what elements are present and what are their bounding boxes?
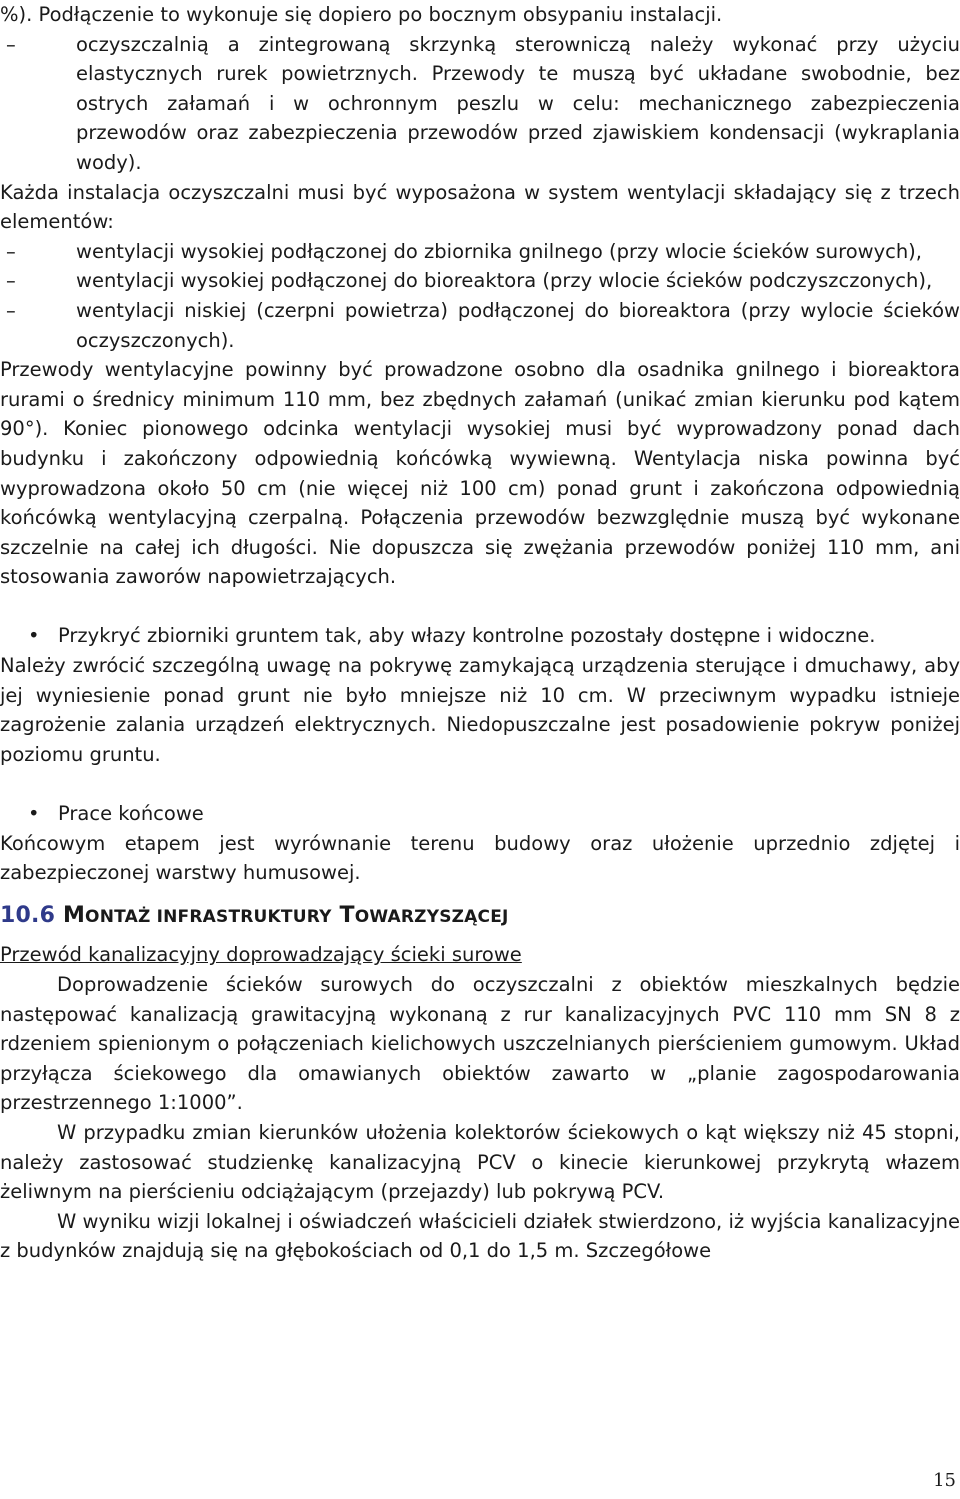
dash-list-item [0,237,960,267]
spacer [0,769,960,799]
body-paragraph: Doprowadzenie ścieków surowych do oczyszczalni z obiektów mieszkalnych będzie następować kanalizacją grawitacyjną wykonaną z rur kanalizacyjnych PVC 110 mm SN 8 z rdzeniem spienionym o połączeniach kielichowych uszczelnianych pierścieniem gumowym. Układ przyłącza ściekowego dla omawianych obiektów zawarto w „planie zagospodarowania przestrzennego 1:1000”. [0,973,960,1115]
bullet-list-item [0,799,960,829]
bullet-list-item [0,621,960,651]
body-paragraph: W wyniku wizji lokalnej i oświadczeń właścicieli działek stwierdzono, iż wyjścia kanalizacyjne z budynków znajdują się na głębokościach od 0,1 do 1,5 m. Szczegółowe [0,1209,960,1263]
list-item-text: Przykryć zbiorniki gruntem tak, aby włazy kontrolne pozostały dostępne i widoczne. [58,624,876,648]
final-paragraph: Końcowym etapem jest wyrównanie terenu budowy oraz ułożenie uprzednio zdjętej i zabezpieczonej warstwy humusowej. [0,831,960,885]
bullet-marker: • [28,802,40,826]
title-cap: M [62,902,86,928]
list-item-text: wentylacji wysokiej podłączonej do zbiornika gnilnego (przy wlocie ścieków surowych), [76,239,922,263]
ventilation-paragraph: Przewody wentylacyjne powinny być prowadzone osobno dla osadnika gnilnego i bioreaktora rurami o średnicy minimum 110 mm, bez zbędnych załamań (unikać zmian kierunku pod kątem 90°). Koniec pionowego odcinka wentylacji wysokiej musi być wyprowadzony ponad dach budynku i zakończony odpowiednią końcówką wywiewną. Wentylacja niska powinna być wyprowadzona około 50 cm (nie więcej niż 100 cm) ponad grunt i zakończona odpowiednią końcówką wentylacyjną czerpalną. Połączenia przewodów bezwzględnie muszą być wykonane szczelnie na całej ich długości. Nie dopuszcza się zwężania przewodów poniżej 110 mm, ani stosowania zaworów napowietrzających. [0,358,960,589]
cover-paragraph: Należy zwrócić szczególną uwagę na pokrywę zamykającą urządzenia sterujące i dmuchawy, aby jej wyniesienie ponad grunt nie było mniejsze niż 10 cm. W przeciwnym wypadku istnieje zagrożenie zalania urządzeń elektrycznych. Niedopuszczalne jest posadowienie pokryw poniżej poziomu gruntu. [0,654,960,766]
dash-marker: – [6,32,16,56]
list-item-text: wentylacji wysokiej podłączonej do bioreaktora (przy wlocie ścieków podczyszczonych), [76,269,933,293]
body-paragraph: W przypadku zmian kierunków ułożenia kolektorów ściekowych o kąt większy niż 45 stopni, należy zastosować studzienkę kanalizacyjną PCV o kinecie kierunkowej przykrytą włazem żeliwnym na pierścieniu odciążającym (przejazdy) lub pokrywą PCV. [0,1120,960,1204]
dash-list-item [0,266,960,296]
title-rest: OWARZYSZĄCEJ [354,906,509,927]
dash-marker: – [6,298,16,322]
list-item-text: oczyszczalnią a zintegrowaną skrzynką sterowniczą należy wykonać przy użyciu elastycznych rurek powietrznych. Przewody te muszą być układane swobodnie, bez ostrych załamań i w ochronnym peszlu w celu: mechanicznego zabezpieczenia przewodów oraz zabezpieczenia przewodów przed zjawiskiem kondensacji (wykraplania wody). [76,32,960,174]
ventilation-intro: Każda instalacja oczyszczalni musi być wyposażona w system wentylacji składający się z trzech elementów: [0,180,960,234]
section-number: 10.6 [0,902,56,928]
text-line: %). Podłączenie to wykonuje się dopiero po bocznym obsypaniu instalacji. [0,3,723,26]
bullet-marker: • [28,624,40,648]
section-title [63,903,509,928]
title-rest: ONTAŻ INFRASTRUKTURY [85,906,332,927]
subheading: Przewód kanalizacyjny doprowadzający ścieki surowe [0,943,522,967]
dash-marker: – [6,269,16,293]
section-heading [0,901,960,933]
list-item-text: Prace końcowe [58,802,204,826]
dash-list-item [0,30,960,178]
list-item-text: wentylacji niskiej (czerpni powietrza) podłączonej do bioreaktora (przy wylocie ścieków oczyszczonych). [76,298,960,352]
spacer [0,592,960,622]
page-number: 15 [933,1470,956,1491]
title-cap: T [339,902,355,928]
dash-list-item [0,296,960,355]
dash-marker: – [6,239,16,263]
